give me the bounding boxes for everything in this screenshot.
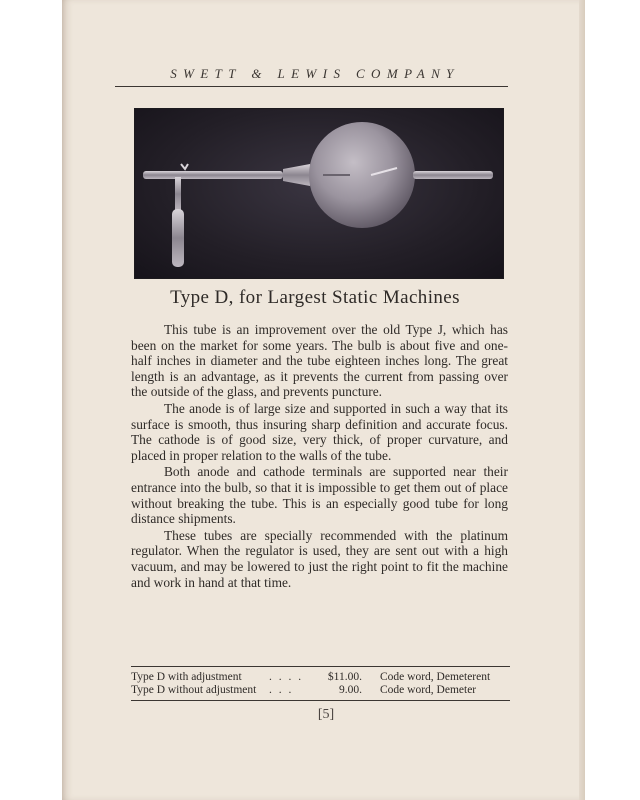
leader-dots: . . . .: [269, 671, 304, 683]
body-text: [131, 322, 508, 591]
price-value: 9.00.: [339, 683, 362, 696]
code-word: Code word, Demeter: [380, 683, 477, 696]
paragraph: The anode is of large size and supported in such a way that its surface is smooth, thus insuring sharp definition and accurate focus. The cathode is of good size, very thick, of proper curvature, and placed in proper relation to the walls of the tube.: [131, 400, 508, 463]
header-rule: [115, 86, 508, 87]
leader-dots: . . .: [269, 683, 294, 696]
price-row: [131, 671, 510, 684]
code-word: Code word, Demeterent: [380, 671, 491, 683]
price-list: [131, 666, 510, 701]
photo-caption: Type D, for Largest Static Machines: [170, 287, 460, 308]
price-item: Type D with adjustment: [131, 671, 242, 683]
xray-tube-illustration: [135, 109, 503, 278]
page-number: [5]: [317, 707, 335, 722]
price-value: $11.00.: [327, 671, 362, 683]
price-row: [131, 684, 510, 697]
xray-tube-photo: [134, 108, 504, 279]
company-header: SWETT & LEWIS COMPANY: [170, 66, 460, 81]
paragraph: Both anode and cathode terminals are supported near their entrance into the bulb, so that it is impossible to get them out of place without breaking the tube. This is an especially good tube for long distance shipments.: [131, 464, 508, 527]
price-list-bottom-rule: [131, 700, 510, 701]
price-item: Type D without adjustment: [131, 683, 257, 696]
paragraph: These tubes are specially recommended with the platinum regulator. When the regulator is used, they are sent out with a high vacuum, and may be lowered to just the right point to fit the machine and work in hand at that time.: [131, 527, 508, 590]
paragraph: This tube is an improvement over the old Type J, which has been on the market for some years. The bulb is about five and one-half inches in diameter and the tube eighteen inches long. The great length is an advantage, as it prevents the current from passing over the outside of the glass, and prevents puncture.: [131, 322, 508, 400]
